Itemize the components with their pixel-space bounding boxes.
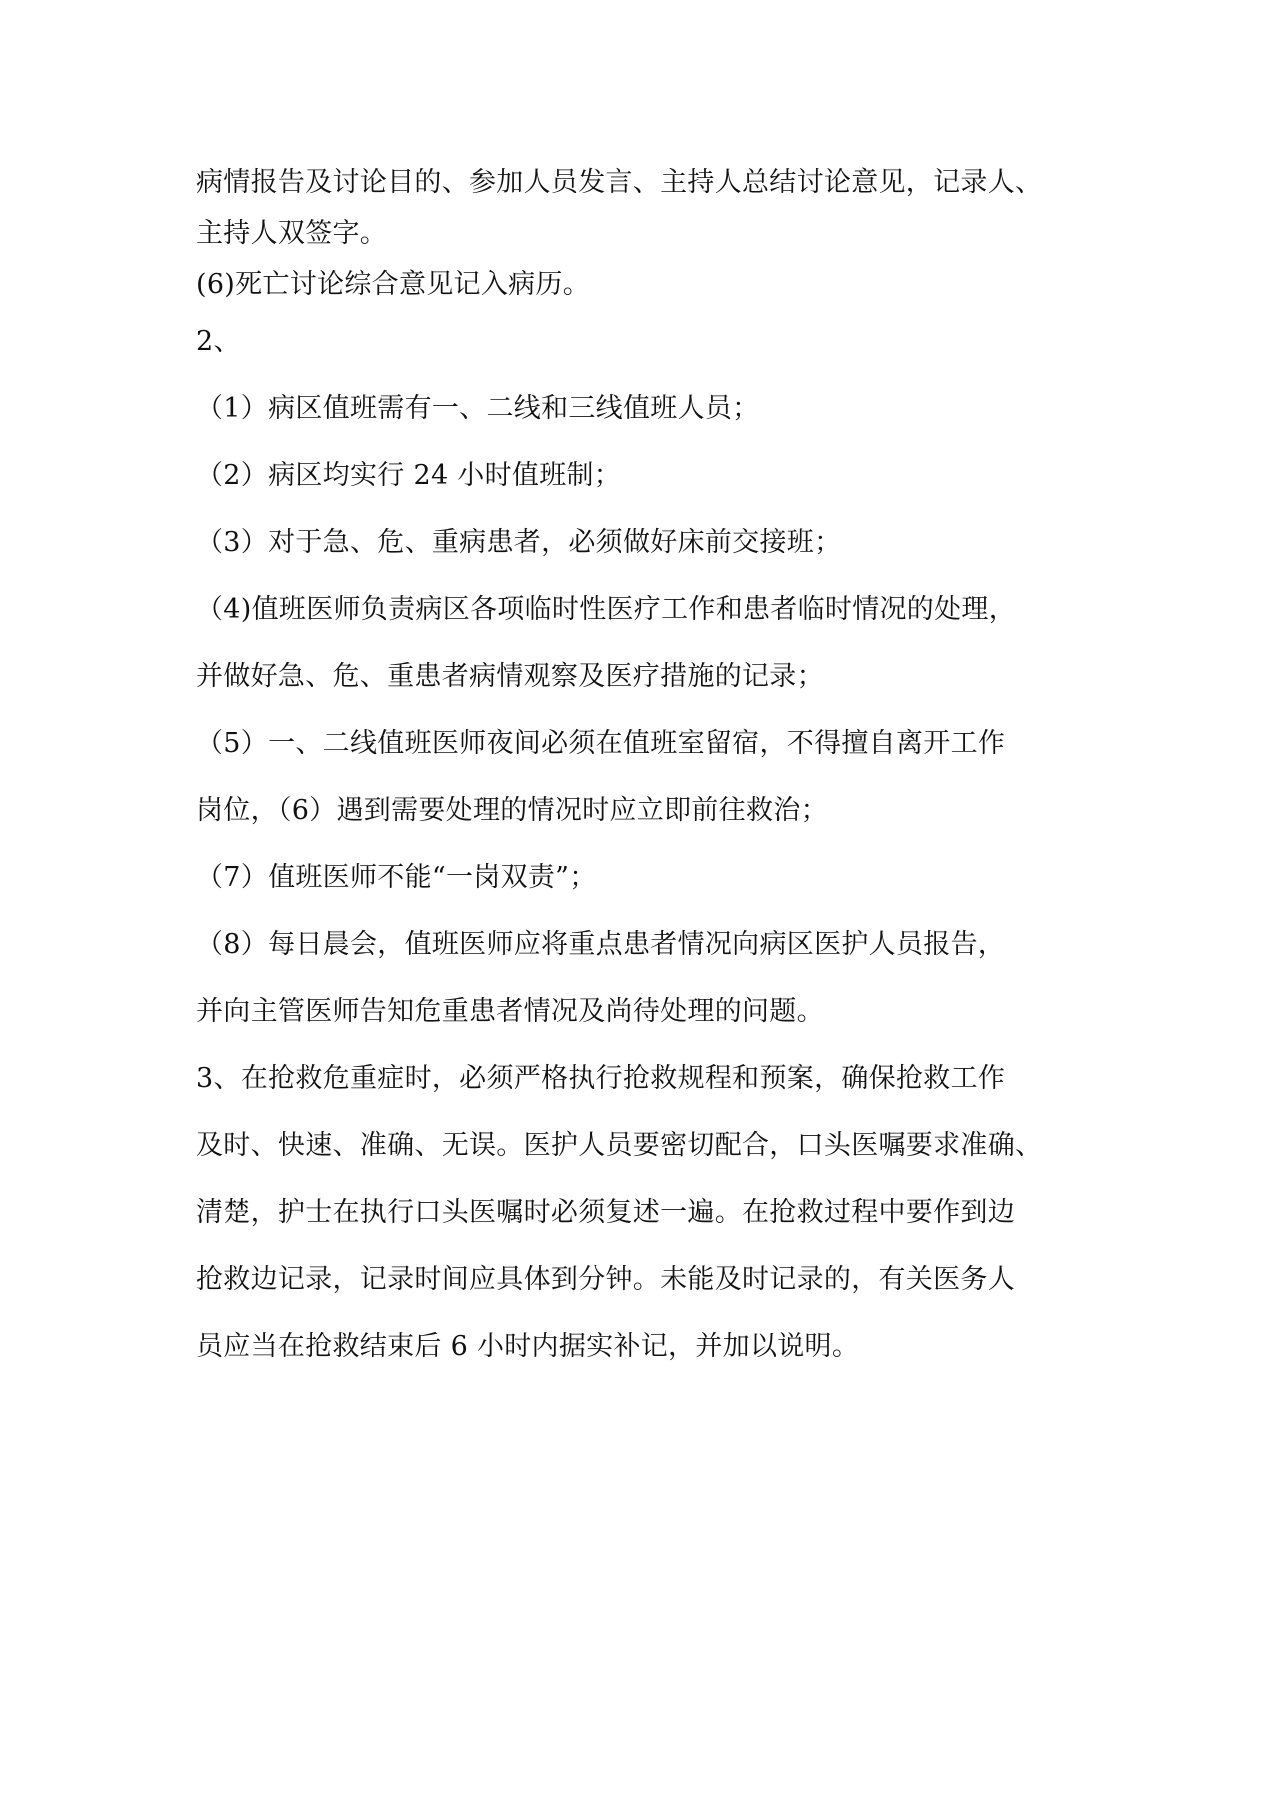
text-line: （5）一、二线值班医师夜间必须在值班室留宿，不得擅自离开工作 — [196, 728, 1006, 759]
text-line: 病情报告及讨论目的、参加人员发言、主持人总结讨论意见，记录人、 — [196, 167, 1043, 198]
text-line: （2）病区均实行 24 小时值班制； — [196, 460, 622, 491]
document-body — [196, 165, 1096, 1396]
text-line: (6)死亡讨论综合意见记入病历。 — [196, 269, 591, 300]
text-line: 并做好急、危、重患者病情观察及医疗措施的记录； — [196, 661, 824, 692]
text-line: （8）每日晨会，值班医师应将重点患者情况向病区医护人员报告， — [196, 929, 1006, 960]
text-line: 3、在抢救危重症时，必须严格执行抢救规程和预案，确保抢救工作 — [196, 1063, 1006, 1094]
text-line: （4)值班医师负责病区各项临时性医疗工作和患者临时情况的处理， — [196, 594, 1017, 625]
text-line: （7）值班医师不能“一岗双责”； — [196, 862, 597, 893]
text-line: 抢救边记录，记录时间应具体到分钟。未能及时记录的，有关医务人 — [196, 1264, 1015, 1295]
text-line: 及时、快速、准确、无误。医护人员要密切配合，口头医嘱要求准确、 — [196, 1130, 1043, 1161]
text-line: （3）对于急、危、重病患者，必须做好床前交接班； — [196, 527, 842, 558]
text-line: 清楚，护士在执行口头医嘱时必须复述一遍。在抢救过程中要作到边 — [196, 1197, 1015, 1228]
text-line: 岗位，（6）遇到需要处理的情况时应立即前往救治； — [196, 795, 828, 826]
text-line: 并向主管医师告知危重患者情况及尚待处理的问题。 — [196, 996, 824, 1027]
text-line: （1）病区值班需有一、二线和三线值班人员； — [196, 393, 760, 424]
text-line: 主持人双签字。 — [196, 218, 388, 249]
text-line: 员应当在抢救结束后 6 小时内据实补记，并加以说明。 — [196, 1331, 860, 1362]
section-heading: 2、 — [196, 326, 241, 357]
